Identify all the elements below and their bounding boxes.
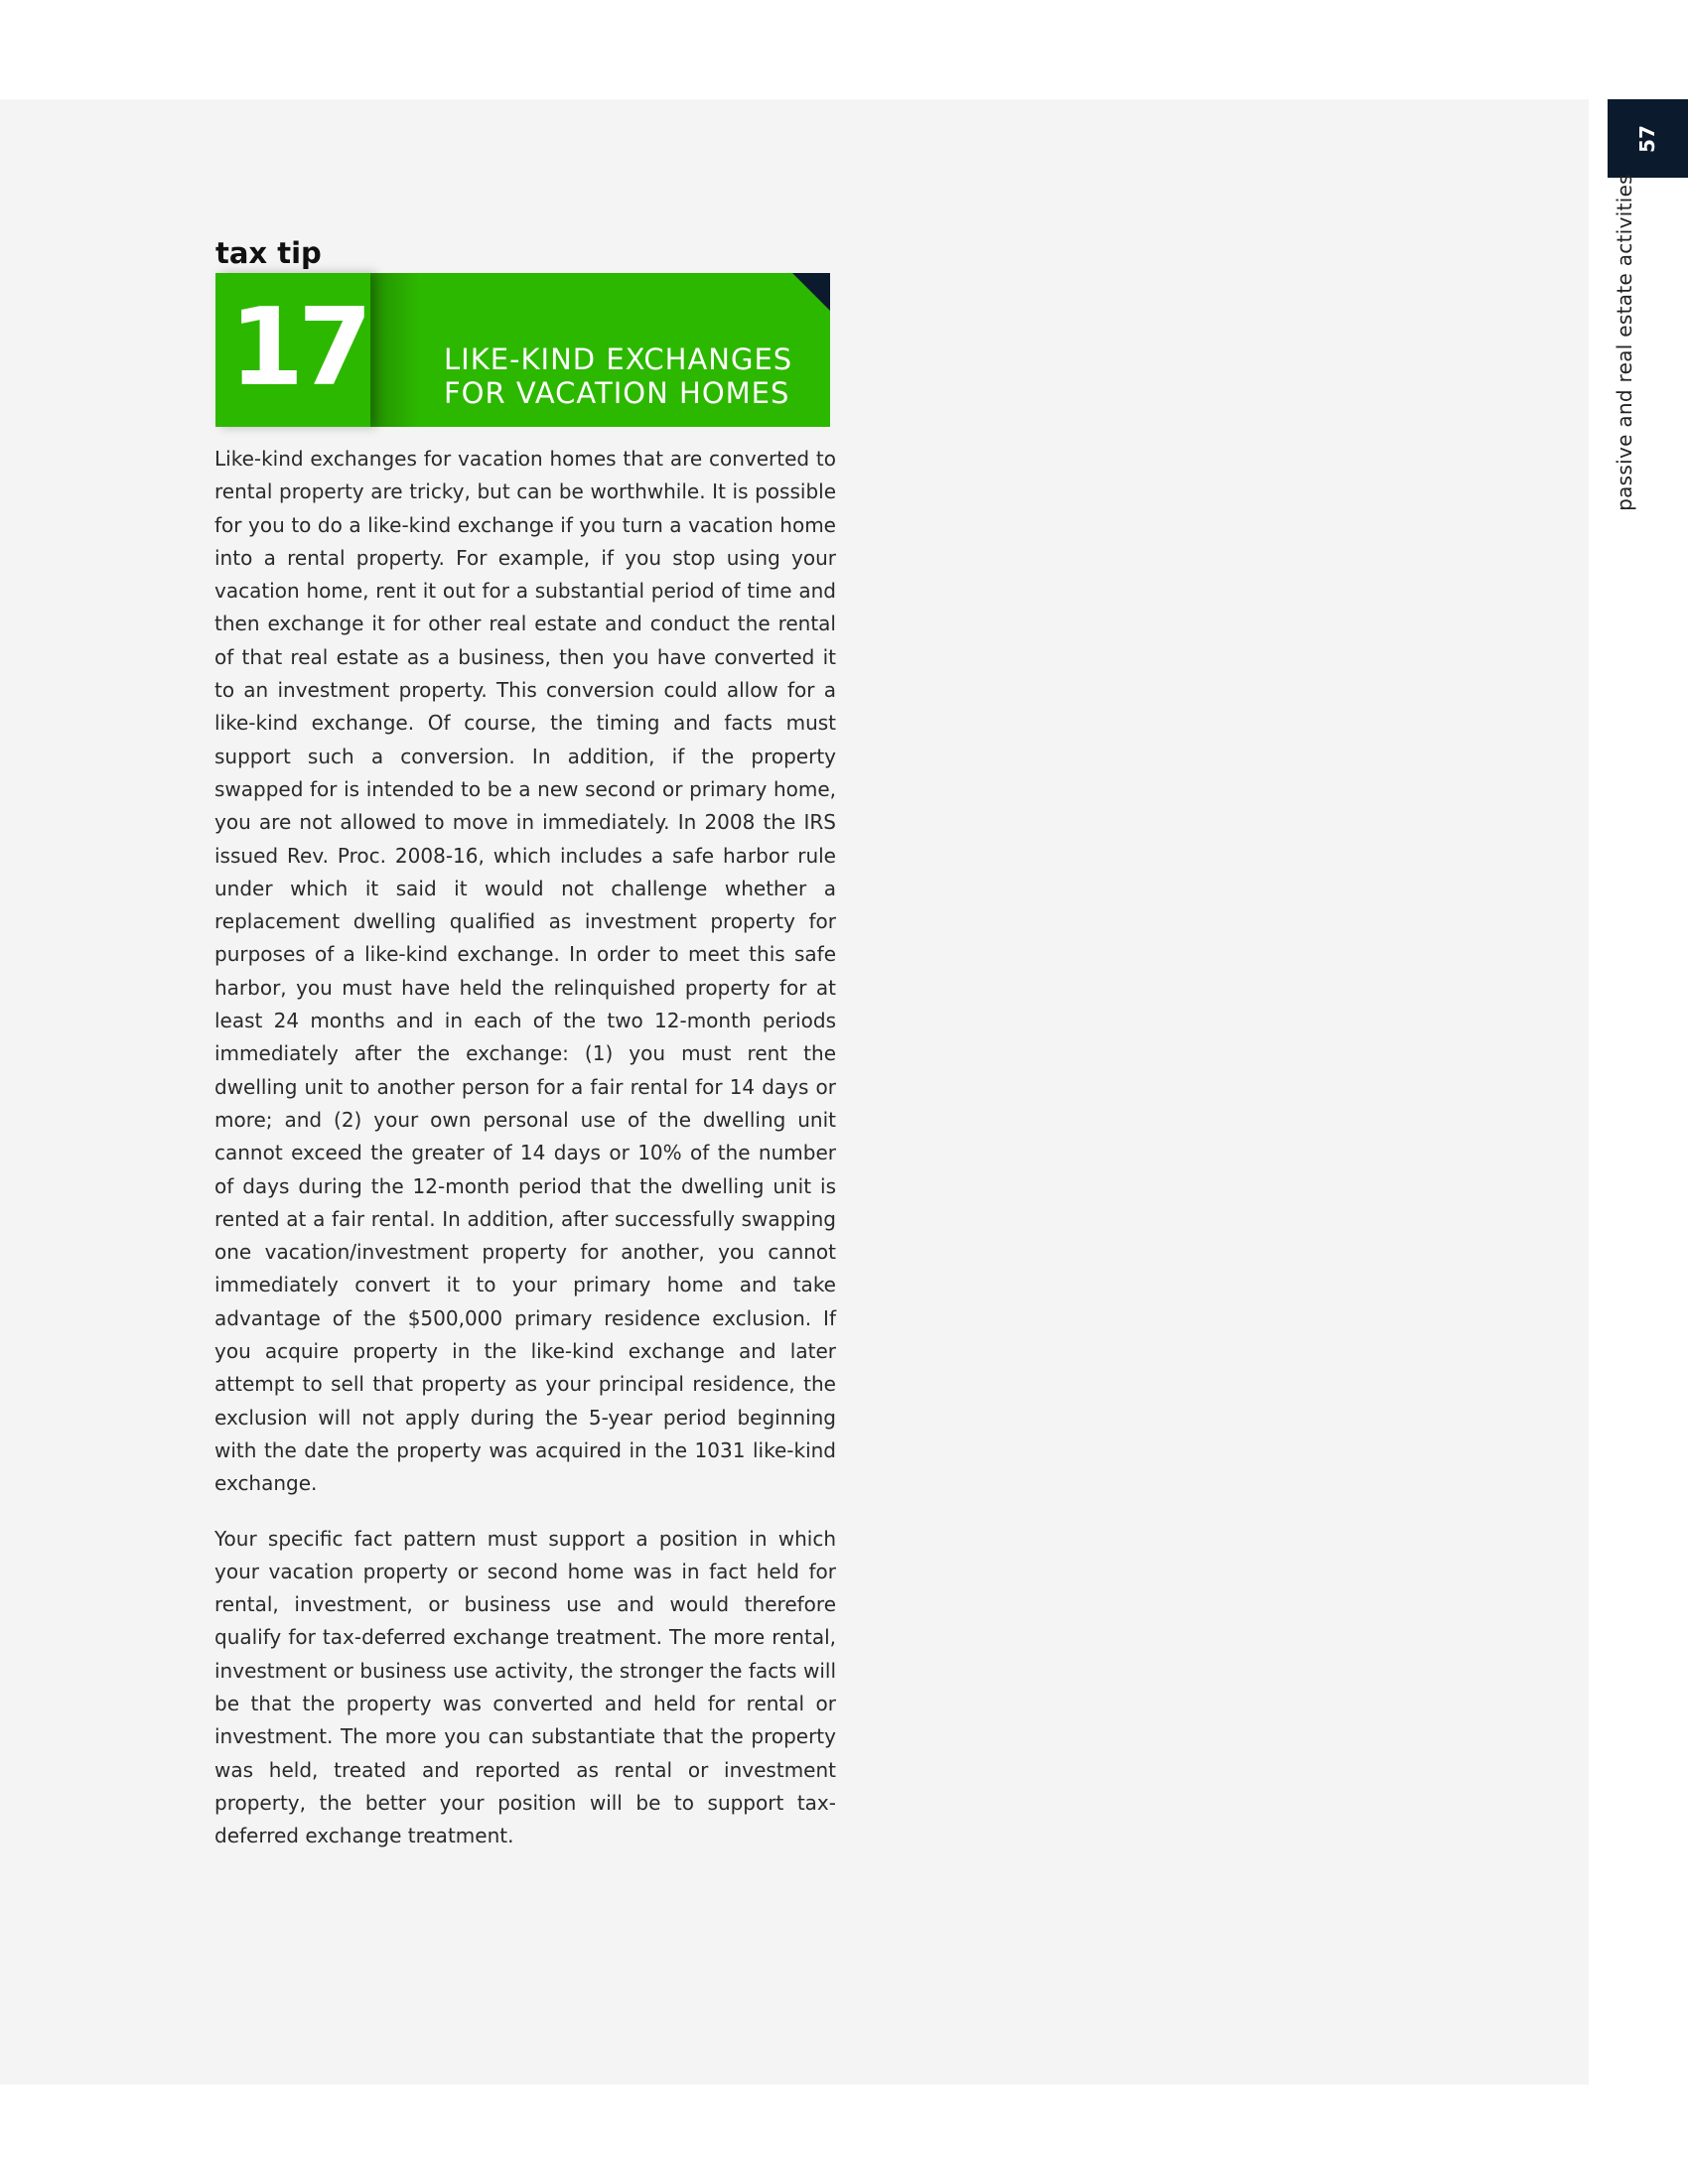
tip-title xyxy=(444,342,792,410)
tip-title-line-2: FOR VACATION HOMES xyxy=(444,376,790,410)
body-paragraph-1: Like-kind exchanges for vacation homes that are converted to rental property are tricky, but can be worthwhile. It is possible for you to do a like-kind exchange if you turn a vacation home into a rental property. For example, if you stop using your vacation home, rent it out for a substantial period of time and then exchange it for other real estate and conduct the rental of that real estate as a business, then you have converted it to an investment property. This conversion could allow for a like-kind exchange. Of course, the timing and facts must support such a conversion. In addition, if the property swapped for is intended to be a new second or primary home, you are not allowed to move in immediately. In 2008 the IRS issued Rev. Proc. 2008-16, which includes a safe harbor rule under which it said it would not challenge whether a replacement dwelling qualified as investment property for purposes of a like-kind exchange. In order to meet this safe harbor, you must have held the relinquished property for at least 24 months and in each of the two 12-month periods immediately after the exchange: (1) you must rent the dwelling unit to another person for a fair rental for 14 days or more; and (2) your own personal use of the dwelling unit cannot exceed the greater of 14 days or 10% of the number of days during the 12-month period that the dwelling unit is rented at a fair rental. In addition, after successfully swapping one vacation/investment property for another, you cannot immediately convert it to your primary home and take advantage of the $500,000 primary residence exclusion. If you acquire property in the like-kind exchange and later attempt to sell that property as your principal residence, the exclusion will not apply during the 5-year period beginning with the date the property was acquired in the 1031 like-kind exchange. xyxy=(214,447,836,1496)
section-label: passive and real estate activities xyxy=(1613,174,1636,511)
tip-number-block xyxy=(215,273,370,427)
tip-title-line-1: LIKE-KIND EXCHANGES xyxy=(444,342,793,376)
tip-banner xyxy=(215,273,830,427)
banner-corner-fold xyxy=(792,273,830,311)
tax-tip-label: tax tip xyxy=(215,236,322,270)
body-paragraph-2: Your specific fact pattern must support a position in which your vacation property or second home was in fact held for rental, investment, or business use and would therefore qualify for tax-deferred exchange treatment. The more rental, investment or business use activity, the stronger the facts will be that the property was converted and held for rental or investment. The more you can substantiate that the property was held, treated and reported as rental or investment property, the better your position will be to support tax-deferred exchange treatment. xyxy=(214,1526,836,1848)
tip-number: 17 xyxy=(229,286,367,410)
article-body xyxy=(214,443,836,1874)
banner-shadow xyxy=(370,273,420,427)
page-number: 57 xyxy=(1635,125,1659,153)
